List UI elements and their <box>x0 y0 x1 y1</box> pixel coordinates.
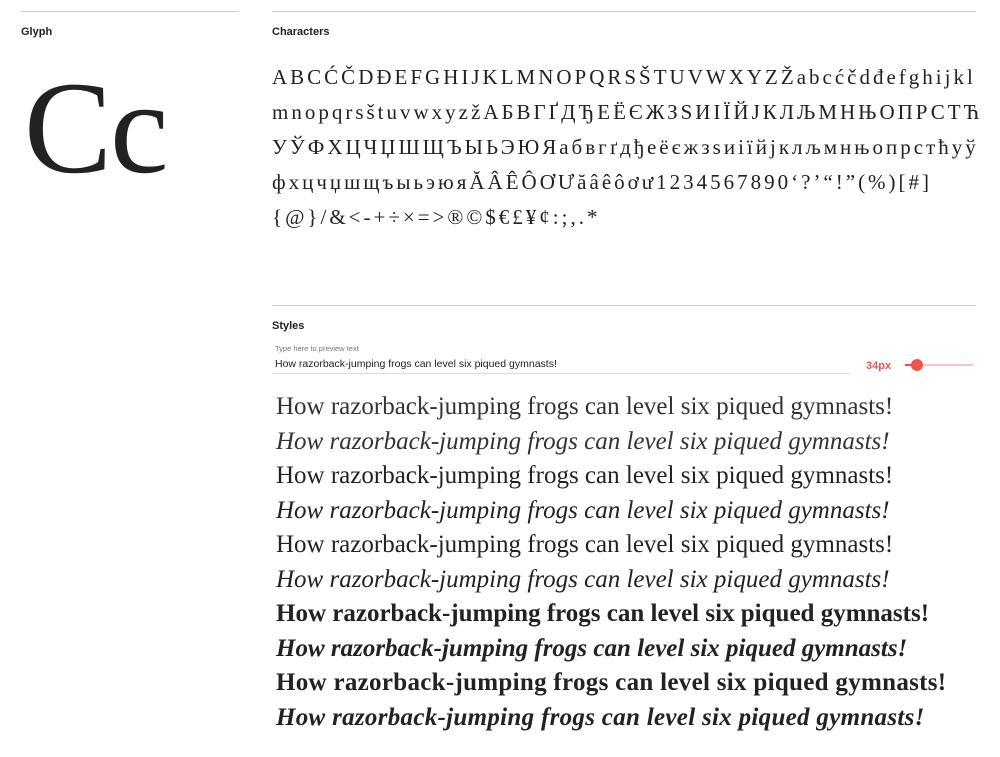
character-set: ABCĆČDĐEFGHIJKLMNOPQRSŠTUVWXYZŽabcćčdđefghijklmnopqrsštuvwxyzžАБВГҐДЂЕЁЄЖЗЅИІЇЙЈКЛЉМНЊОПРСТЋУЎФХЦЧЏШЩЪЫЬЭЮЯабвгґдђеёєжзѕиіїйјклљмнњопрстћуўфхцчџшщъыьэюяĂÂÊÔƠƯăâêôơư1234567890‘?’“!”(%)[#]{@}/&<-+÷×=>®©$€£¥¢:;,.* <box>272 65 983 229</box>
font-size-label: 34px <box>866 360 892 372</box>
style-preview-line: How razorback-jumping frogs can level six piqued gymnasts! <box>276 427 890 455</box>
style-preview-line: How razorback-jumping frogs can level six piqued gymnasts! <box>276 462 894 489</box>
slider-track-remaining <box>917 364 973 366</box>
style-preview-line: How razorback-jumping frogs can level six piqued gymnasts! <box>276 496 890 524</box>
characters-section-title: Characters <box>272 26 330 38</box>
glyph-preview: Cc <box>24 54 167 201</box>
glyph-section-title: Glyph <box>21 26 53 38</box>
style-preview-line: How razorback-jumping frogs can level six piqued gymnasts! <box>276 703 925 731</box>
font-size-slider[interactable] <box>905 358 973 372</box>
style-preview-line: How razorback-jumping frogs can level six piqued gymnasts! <box>276 600 930 627</box>
styles-divider <box>272 305 976 306</box>
style-preview-list <box>276 390 988 735</box>
glyph-divider <box>21 11 239 12</box>
styles-section-title: Styles <box>272 320 305 332</box>
style-preview-line: How razorback-jumping frogs can level six piqued gymnasts! <box>276 634 908 662</box>
style-preview-line: How razorback-jumping frogs can level six piqued gymnasts! <box>276 669 947 696</box>
style-preview-line: How razorback-jumping frogs can level six piqued gymnasts! <box>276 393 894 420</box>
characters-divider <box>272 11 976 12</box>
style-preview-line: How razorback-jumping frogs can level six piqued gymnasts! <box>276 531 894 558</box>
slider-thumb[interactable] <box>911 359 923 371</box>
preview-input-label: Type here to preview text <box>275 344 359 353</box>
preview-text-input[interactable] <box>273 355 850 374</box>
style-preview-line: How razorback-jumping frogs can level six piqued gymnasts! <box>276 565 890 593</box>
